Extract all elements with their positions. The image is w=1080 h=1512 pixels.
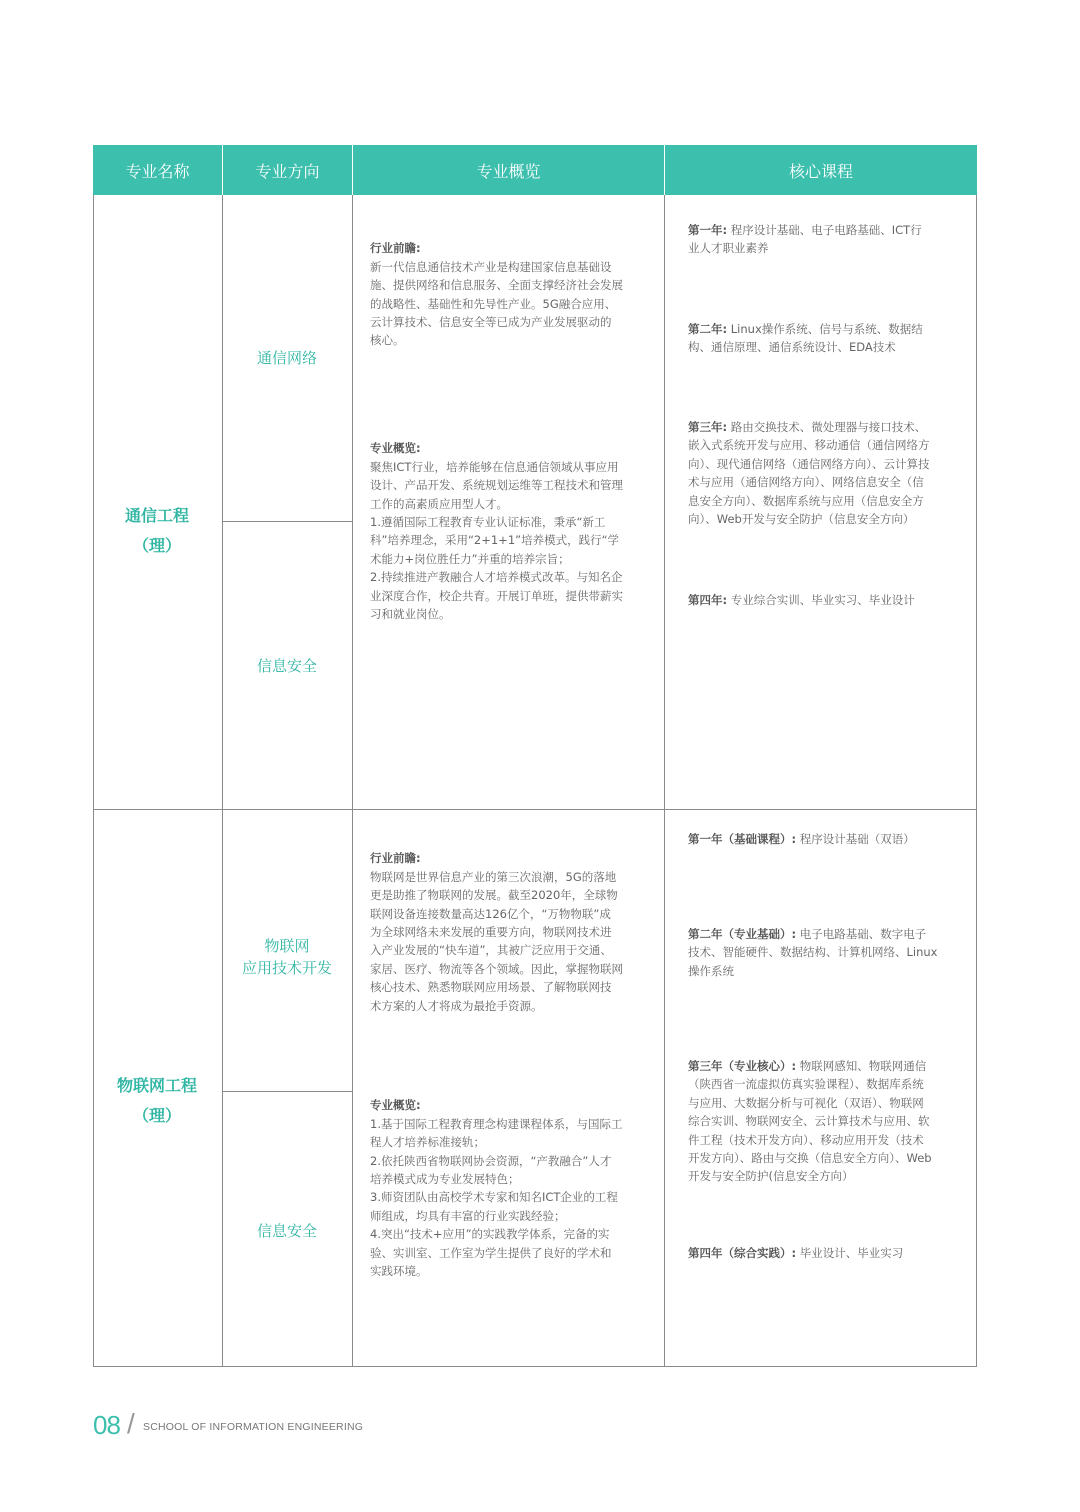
course-year-text: Linux操作系统、信号与系统、数据结 构、通信原理、通信系统设计、EDA技术 [688,322,923,355]
course-year-label: 第四年（综合实践）: [688,1246,797,1260]
header-direction: 专业方向 [223,145,352,195]
direction-label: 信息安全 [256,1222,317,1240]
course-year-text: 程序设计基础（双语） [796,832,915,846]
overview-summary [370,1078,652,1299]
major-name-line1: 通信工程 [124,506,189,525]
major-name-line2: （理） [132,1106,181,1125]
direction-label: 信息安全 [256,657,317,675]
course-year [688,418,963,528]
overview-summary-label: 专业概览: [370,441,421,456]
table-row-divider [93,809,977,810]
overview-summary [370,421,652,642]
course-year [688,320,963,357]
course-year [688,221,963,258]
course-year-label: 第一年（基础课程）: [688,832,797,846]
course-year-label: 第三年（专业核心）: [688,1059,797,1073]
header-overview: 专业概览 [353,145,664,195]
course-year-text: 路由交换技术、微处理器与接口技术、 嵌入式系统开发与应用、移动通信（通信网络方 向）、现代通信网络（通信网络方向）、云计算技 术与应用（通信网络方向）、网络信息安全（信 息安全方向）、数据库系统与应用（信息安全方 向）、Web开发与安全防护（信息安全方向） [688,420,930,527]
overview-outlook [370,221,652,368]
direction-label: 物联网 应用技术开发 [241,937,332,977]
page-number: 08 [93,1410,120,1440]
footer-school-name: SCHOOL OF INFORMATION ENGINEERING [143,1421,364,1433]
major-table [93,145,977,1367]
overview-outlook-text: 物联网是世界信息产业的第三次浪潮，5G的落地 更是助推了物联网的发展。截至2020年，全球物 联网设备连接数量高达126亿个，“万物物联”成 为全球网络未来发展的重要方向，物联网技术进 入产业发展的“快车道”，其被广泛应用于交通、 家居、医疗、物流等各个领域。因此，掌握物联网 核心技术、熟悉物联网应用场景、了解物联网技 术方案的人才将成为最抢手资源。 [370,869,623,1013]
overview-summary-text: 1.基于国际工程教育理念构建课程体系，与国际工 程人才培养标准接轨； 2.依托陕西省物联网协会资源，“产教融合”人才 培养模式成为专业发展特色； 3.师资团队由高校学术专家和知名ICT企业的工程 师组成，均具有丰富的行业实践经验； 4.突出“技术+应用”的实践教学体系，完备的实 验、实训室、工作室为学生提供了良好的学术和 实践环境。 [370,1116,623,1279]
course-year-label: 第一年: [688,223,728,237]
course-year-label: 第二年（专业基础）: [688,927,797,941]
table-border-left [93,195,94,1367]
overview-outlook-label: 行业前瞻: [370,241,421,256]
overview-outlook-label: 行业前瞻: [370,851,421,866]
direction-divider [222,521,353,522]
table-col-divider [664,195,665,1367]
course-year-text: 毕业设计、毕业实习 [796,1246,904,1260]
course-year-text: 物联网感知、物联网通信 （陕西省一流虚拟仿真实验课程）、数据库系统 与应用、大数据分析与可视化（双语）、物联网 综合实训、物联网安全、云计算技术与应用、软 件工程（技术开发方向）、移动应用开发（技术 开发方向）、路由与交换（信息安全方向）、Web 开发与安全防护(信息安全方向） [688,1059,932,1184]
footer-slash: / [127,1408,135,1439]
direction-divider [222,1091,353,1092]
course-year [688,925,963,980]
major-name [93,1071,221,1131]
table-col-divider [222,195,223,1367]
table-border-bottom [93,1366,977,1367]
course-year [688,591,963,609]
table-border-right [976,195,977,1367]
overview-summary-text: 聚焦ICT行业，培养能够在信息通信领域从事应用 设计、产品开发、系统规划运维等工程技术和管理 工作的高素质应用型人才。 1.遵循国际工程教育专业认证标准，秉承“新工 科”培养理念，采用“2+1+1”培养模式，践行“学 术能力+岗位胜任力”并重的培养宗旨； 2.持续推进产教融合人才培养模式改革。与知名企 业深度合作，校企共育。开展订单班，提供带薪实 习和就业岗位。 [370,459,623,622]
header-courses: 核心课程 [665,145,977,195]
header-major-name: 专业名称 [93,145,222,195]
table-col-divider [352,195,353,1367]
course-year-label: 第三年: [688,420,728,434]
overview-outlook-text: 新一代信息通信技术产业是构建国家信息基础设 施、提供网络和信息服务、全面支撑经济社会发展 的战略性、基础性和先导性产业。5G融合应用、 云计算技术、信息安全等已成为产业发展驱动的 核心。 [370,259,623,348]
overview-outlook [370,831,652,1033]
course-year-text: 程序设计基础、电子电路基础、ICT行 业人才职业素养 [688,223,922,256]
major-name-line2: （理） [132,536,181,555]
course-year-text: 电子电路基础、数字电子 技术、智能硬件、数据结构、计算机网络、Linux 操作系统 [688,927,938,978]
course-year [688,1057,963,1186]
major-name-line1: 物联网工程 [116,1076,197,1095]
major-name [93,501,221,561]
course-year-text: 专业综合实训、毕业实习、毕业设计 [727,593,915,607]
course-year-label: 第二年: [688,322,728,336]
course-year-label: 第四年: [688,593,728,607]
course-year [688,1244,963,1262]
course-year [688,830,963,848]
overview-summary-label: 专业概览: [370,1098,421,1113]
direction-label: 通信网络 [256,349,317,367]
